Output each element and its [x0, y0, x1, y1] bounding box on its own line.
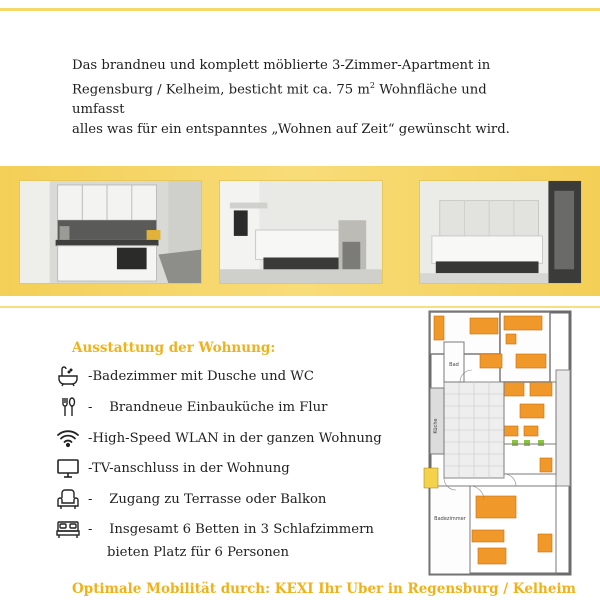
- intro-line-1: Das brandneu und komplett möblierte 3-Zimmer-Apartment in: [72, 58, 491, 73]
- top-divider: [0, 8, 600, 11]
- feature-wlan: [56, 425, 382, 451]
- tv-icon: [56, 456, 80, 480]
- wifi-icon: [56, 426, 80, 450]
- feature-terrace: [56, 486, 326, 512]
- floorplan-label-badezimmer: Badezimmer: [434, 516, 466, 522]
- feature-tv: [56, 455, 290, 481]
- feature-bathroom: [56, 363, 314, 389]
- floor-plan: [420, 308, 582, 580]
- bed-icon: [56, 517, 80, 541]
- intro-line-3: alles was für ein entspanntes „Wohnen auf Zeit“ gewünscht wird.: [72, 122, 510, 138]
- feature-tv-text: -TV-anschluss in der Wohnung: [88, 460, 290, 476]
- bedroom-single-bed-photo: [219, 180, 383, 284]
- intro-line-2: Regensburg / Kelheim, besticht mit ca. 75 $m^2$ Wohnfläche und umfasst: [72, 81, 487, 118]
- feature-kitchen-text: - Brandneue Einbauküche im Flur: [88, 399, 328, 415]
- bathtub-icon: [56, 364, 80, 388]
- cutlery-icon: [56, 395, 80, 419]
- feature-bathroom-text: -Badezimmer mit Dusche und WC: [88, 368, 314, 384]
- feature-kitchen: [56, 394, 327, 420]
- feature-terrace-text: - Zugang zu Terrasse oder Balkon: [88, 491, 327, 507]
- feature-beds-continuation: bieten Platz für 6 Personen: [107, 545, 289, 560]
- feature-wlan-text: -High-Speed WLAN in der ganzen Wohnung: [88, 430, 382, 446]
- feature-beds: [56, 516, 374, 542]
- floorplan-label-kueche: Küche: [433, 418, 439, 434]
- armchair-icon: [56, 487, 80, 511]
- kitchen-photo: [19, 180, 202, 284]
- feature-beds-text: - Insgesamt 6 Betten in 3 Schlafzimmern: [88, 521, 374, 537]
- floorplan-label-bad: Bad: [449, 362, 459, 368]
- mobility-heading: Optimale Mobilität durch: KEXI Ihr Uber in Regensburg / Kelheim: [72, 581, 576, 597]
- intro-text: [72, 56, 542, 140]
- photo-band: [0, 166, 600, 296]
- bedroom-double-bed-photo: [419, 180, 582, 284]
- equipment-title: Ausstattung der Wohnung:: [72, 340, 276, 356]
